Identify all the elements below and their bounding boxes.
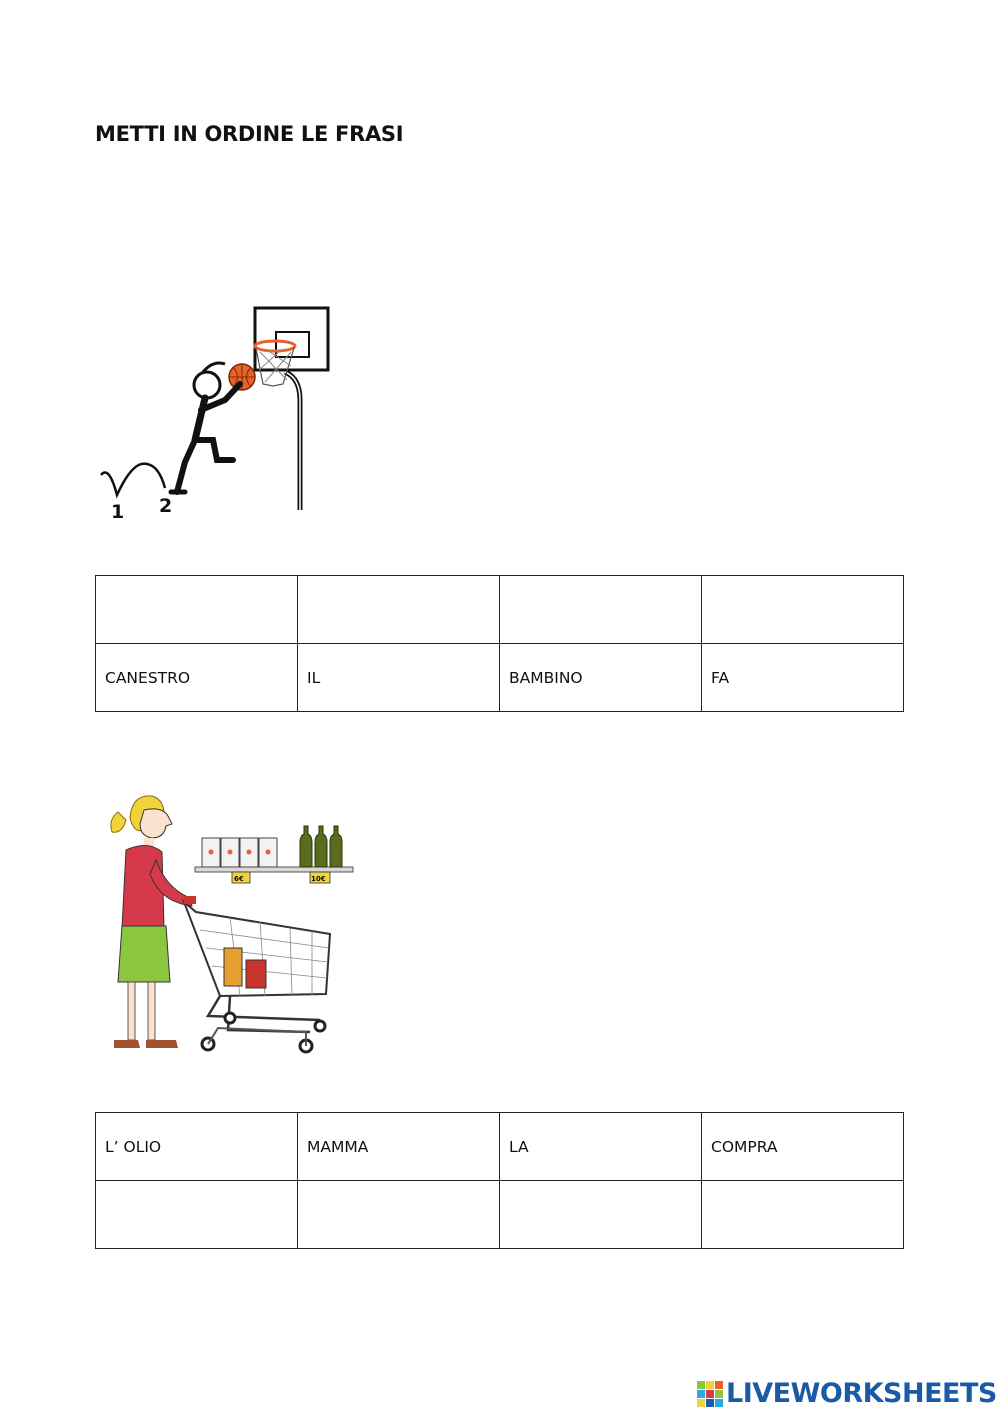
word-cell-4: FA: [702, 644, 904, 712]
answer-cell-2[interactable]: [298, 1181, 500, 1249]
word-cell-2: IL: [298, 644, 500, 712]
answer-cell-1[interactable]: [96, 576, 298, 644]
price-tag-10: 10€: [311, 875, 326, 883]
liveworksheets-brand[interactable]: [697, 1378, 997, 1409]
word-cell-1: L’ OLIO: [96, 1113, 298, 1181]
word-cell-1: CANESTRO: [96, 644, 298, 712]
shopping-cart-woman-icon: [100, 790, 360, 1060]
exercise1-table: [95, 575, 904, 712]
answer-cell-3[interactable]: [500, 576, 702, 644]
word-row: [96, 644, 904, 712]
jump-label-2: 2: [159, 495, 173, 517]
answer-cell-4[interactable]: [702, 576, 904, 644]
liveworksheets-logo-icon: [697, 1381, 723, 1407]
word-row: [96, 1113, 904, 1181]
worksheet-title: METTI IN ORDINE LE FRASI: [95, 122, 404, 146]
answer-row: [96, 1181, 904, 1249]
answer-cell-4[interactable]: [702, 1181, 904, 1249]
basketball-jump-icon: [95, 300, 340, 525]
jump-label-1: 1: [111, 501, 125, 523]
word-cell-3: BAMBINO: [500, 644, 702, 712]
word-cell-4: COMPRA: [702, 1113, 904, 1181]
answer-cell-3[interactable]: [500, 1181, 702, 1249]
word-cell-3: LA: [500, 1113, 702, 1181]
word-cell-2: MAMMA: [298, 1113, 500, 1181]
answer-cell-1[interactable]: [96, 1181, 298, 1249]
exercise2-table: [95, 1112, 904, 1249]
answer-cell-2[interactable]: [298, 576, 500, 644]
brand-name: LIVEWORKSHEETS: [726, 1378, 997, 1409]
price-tag-6: 6€: [234, 875, 244, 883]
answer-row: [96, 576, 904, 644]
